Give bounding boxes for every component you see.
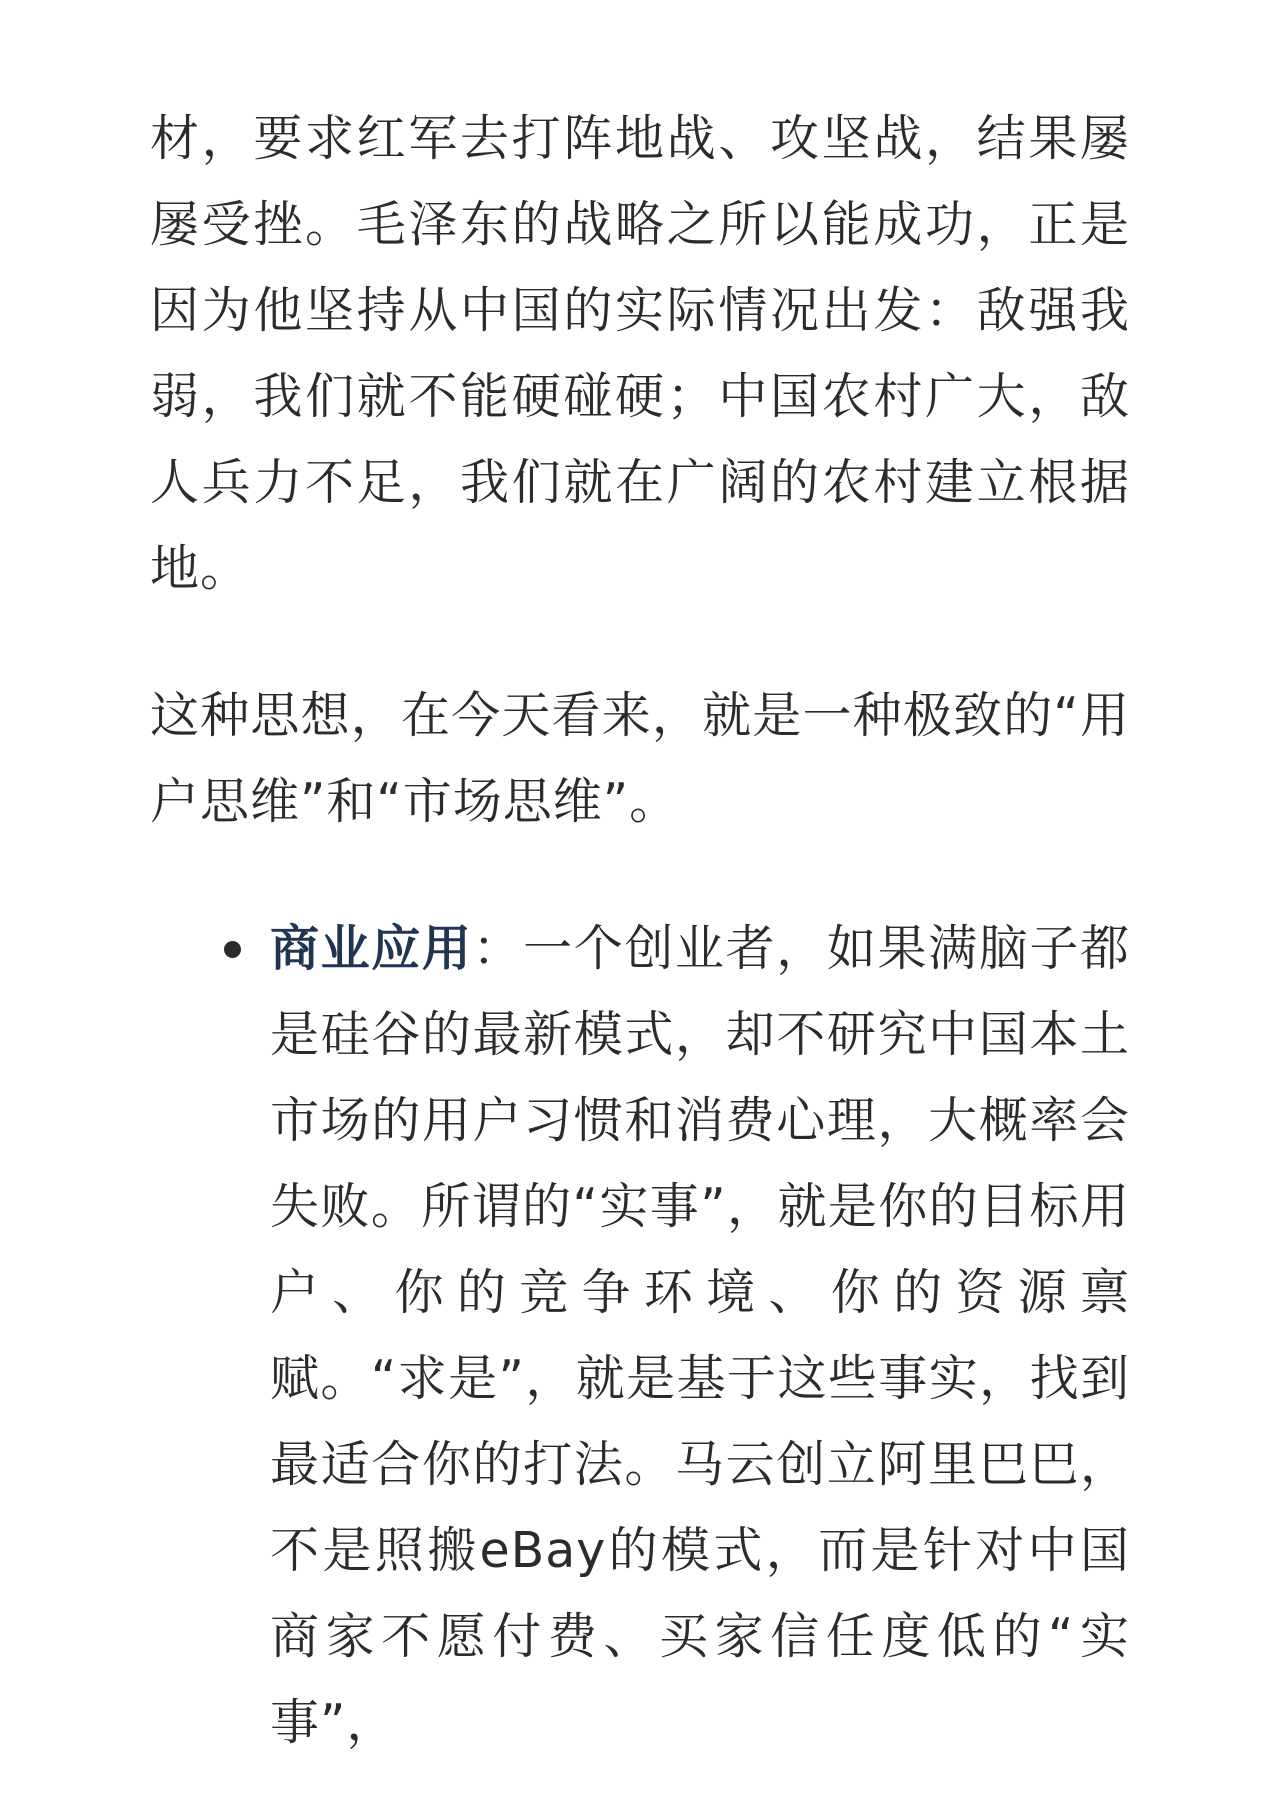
list-item <box>270 906 1130 1766</box>
article-paragraph: 材，要求红军去打阵地战、攻坚战，结果屡屡受挫。毛泽东的战略之所以能成功，正是因为他坚持从中国的实际情况出发：敌强我弱，我们就不能硬碰硬；中国农村广大，敌人兵力不足，我们就在广阔的农村建立根据地。 <box>150 110 1130 597</box>
bullet-list <box>0 906 1274 1766</box>
bullet-dot-icon <box>224 941 241 958</box>
article-paragraph: 这种思想，在今天看来，就是一种极致的“用户思维”和“市场思维”。 <box>150 687 1130 830</box>
bullet-lead-text: 商业应用 <box>270 920 473 977</box>
bullet-body-text: ：一个创业者，如果满脑子都是硅谷的最新模式，却不研究中国本土市场的用户习惯和消费心理，大概率会失败。所谓的“实事”，就是你的目标用户、你的竞争环境、你的资源禀赋。“求是”，就是基于这些事实，找到最适合你的打法。马云创立阿里巴巴，不是照搬eBay的模式，而是针对中国商家不愿付费、买家信任度低的“实事”， <box>270 920 1130 1751</box>
